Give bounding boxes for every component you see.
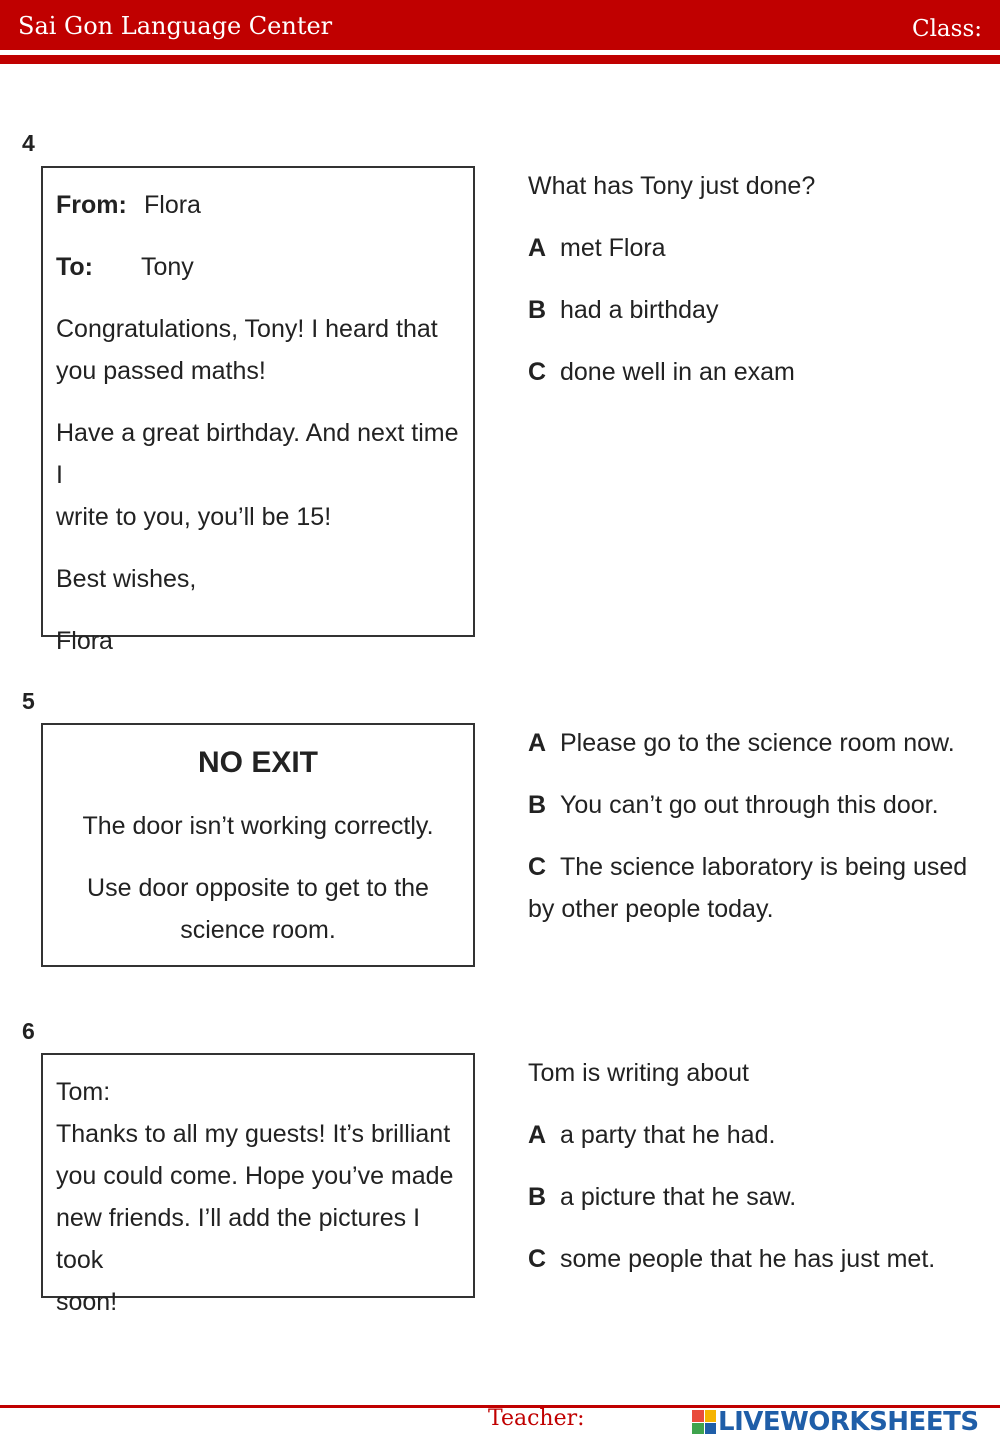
signature: Flora: [56, 627, 113, 655]
sign-title: NO EXIT: [197, 746, 318, 779]
from-label: From:: [56, 191, 127, 219]
question-number-5: 5: [22, 688, 35, 714]
to-row: [56, 246, 461, 288]
from-value: Flora: [144, 191, 201, 219]
message-line: you could come. Hope you’ve made: [56, 1162, 454, 1190]
teacher-label: Teacher:: [488, 1406, 585, 1431]
option-c-6[interactable]: [528, 1245, 935, 1274]
option-b-4[interactable]: [528, 296, 718, 325]
logo-tile: [692, 1410, 704, 1422]
sign-line: The door isn’t working correctly.: [82, 812, 434, 840]
option-letter: B: [528, 296, 547, 324]
sender: Tom:: [56, 1078, 111, 1106]
class-label: Class:: [911, 16, 982, 42]
logo-tile: [705, 1410, 717, 1422]
to-label: To:: [56, 253, 94, 281]
option-letter: A: [528, 1121, 547, 1149]
message-line: new friends. I’ll add the pictures I took: [56, 1204, 421, 1274]
option-c-5[interactable]: [528, 846, 983, 930]
from-row: [56, 184, 461, 226]
logo-tile: [692, 1423, 704, 1435]
closing: Best wishes,: [56, 565, 197, 593]
message-line: you passed maths!: [56, 357, 266, 385]
center-name: Sai Gon Language Center: [18, 12, 333, 40]
option-letter: A: [528, 729, 547, 757]
option-a-5[interactable]: [528, 729, 955, 758]
option-text: met Flora: [560, 234, 666, 262]
to-value: Tony: [141, 253, 194, 281]
option-a-6[interactable]: [528, 1121, 775, 1150]
message-line: Congratulations, Tony! I heard that: [56, 315, 438, 343]
option-b-5[interactable]: [528, 791, 939, 820]
logo-tile: [705, 1423, 717, 1435]
option-letter: C: [528, 853, 547, 881]
message-box-4: [41, 166, 475, 655]
option-text: some people that he has just met.: [560, 1245, 936, 1273]
option-b-6[interactable]: [528, 1183, 796, 1212]
question-text-4: What has Tony just done?: [528, 172, 816, 200]
option-text: You can’t go out through this door.: [560, 791, 939, 819]
option-text: a picture that he saw.: [560, 1183, 797, 1211]
message-line: soon!: [56, 1288, 118, 1316]
option-text: Please go to the science room now.: [560, 729, 955, 757]
message-line: write to you, you’ll be 15!: [56, 503, 332, 531]
message-line: Thanks to all my guests! It’s brilliant: [56, 1120, 451, 1148]
option-text: The science laboratory is being used by other people today.: [528, 853, 968, 923]
option-a-4[interactable]: [528, 234, 666, 263]
option-c-4[interactable]: [528, 358, 795, 387]
message-line: Have a great birthday. And next time I: [56, 419, 459, 489]
option-text: done well in an exam: [560, 358, 795, 386]
header-bar: [0, 0, 1000, 50]
option-letter: C: [528, 358, 547, 386]
option-letter: B: [528, 1183, 547, 1211]
sign-line: science room.: [180, 916, 336, 944]
sign-line: Use door opposite to get to the: [87, 874, 429, 902]
question-number-6: 6: [22, 1018, 35, 1044]
sign-box-5: [41, 723, 475, 967]
message-box-6: [41, 1053, 475, 1316]
brand-name: LIVEWORKSHEETS: [718, 1407, 979, 1437]
option-letter: C: [528, 1245, 547, 1273]
option-text: had a birthday: [560, 296, 719, 324]
liveworksheets-logo-icon: [692, 1410, 716, 1434]
header-divider: [0, 55, 1000, 64]
option-letter: A: [528, 234, 547, 262]
liveworksheets-brand: [692, 1407, 979, 1437]
option-letter: B: [528, 791, 547, 819]
question-number-4: 4: [22, 130, 35, 156]
question-text-6: Tom is writing about: [528, 1059, 749, 1087]
option-text: a party that he had.: [560, 1121, 776, 1149]
